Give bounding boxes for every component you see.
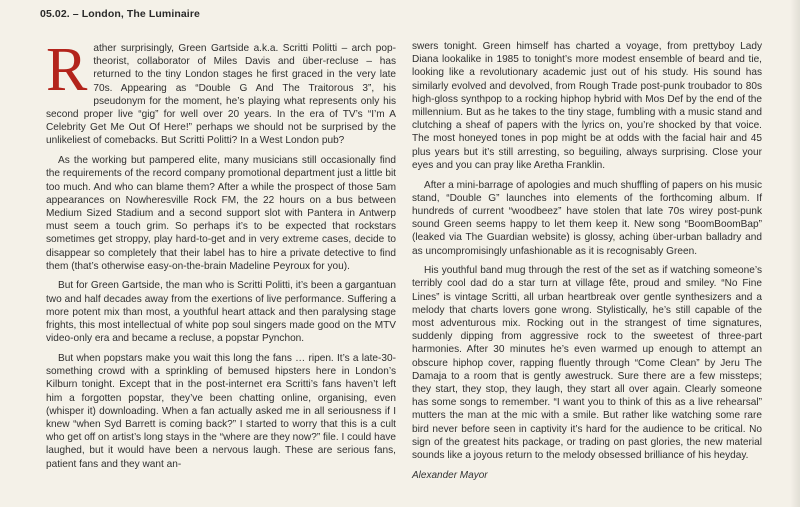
article-paragraph: swers tonight. Green himself has charted a voyage, from prettyboy Lady Diana lookalike in 1985 to tonight’s more modest ensemble of beard and tie, looking like a revolutionary academic just out of his study. His sound has similarly evolved and devolved, from Rough Trade post-punk troubador to 80s high-gloss synthpop to a rocking hiphop hybrid with Mos Def by the end of the millennium. But as he takes to the tiny stage, fumbling with a music stand and clutching a sheaf of papers with the lyrics on, you’re shocked by that voice. The most honeyed tones in pop might be at odds with the facial hair and 45 plus years but it’s still arresting, so beguiling, always surprising. Close your eyes and you can pray like Aretha Franklin. bbox=[412, 41, 762, 171]
article-paragraph: But when popstars make you wait this long the fans … ripen. It’s a late-30-something crowd with a sprinkling of bemused hipsters here in London’s Kilburn tonight. Except that in the post-internet era Scritti’s fans haven’t left him a forgotten popstar, they’ve been chatting online, organising, even (whisper it) downloading. When a fan actually asked me in all seriousness if I knew “when Syd Barrett is coming back?” I started to worry that this is a cult who get off on artist’s long stays in the “where are they now?” file. I could have laughed, but it would have been a nervous laugh. These are serious fans, patient fans and they want an- bbox=[46, 352, 396, 470]
article-paragraph: His youthful band mug through the rest of the set as if watching someone’s terribly cool dad do a star turn at village fête, proud and smiley. “No Fine Lines” is vintage Scritti, all urban heartbreak over gentle synthesizers and a melody that charts lovers gone wrong. Stylistically, he’s still capable of the most adventurous mix. Rocking out in the strangest of time signatures, suddenly dipping from aggressive rock to the sweetest of three-part harmonies. After 30 minutes he’s even warmed up enough to attempt an obscure hiphop cover, rapping fluently through “Come Clean” by Jeru The Damaja to a room that is gently awestruck. Sure there are a few missteps; they start, they stop, they laugh, they start all over again. Clearly someone has some songs to remember. “I want you to think of this as a live rehearsal” mutters the man at the mic with a smile. But rather like watching some rare bird never before seen in captivity it’s hard for the audience to be critical. No sign of the greatest hits package, or trading on past glories, the new material sounds like a joyous return to the melody obsessed brilliance of his heyday. bbox=[412, 265, 762, 462]
drop-cap: R bbox=[46, 36, 88, 104]
article-paragraph: After a mini-barrage of apologies and much shuffling of papers on his music stand, “Double G” launches into elements of the forthcoming album. If hundreds of current “woodbeez” have stolen that late 70s wirey post-punk sound Green seems happy to let them keep it. New song “BoomBoomBap” (leaked via The Guardian website) is glossy, aching über-urban balladry and as uncompromisingly unfashionable as it is recognisably Green. bbox=[412, 179, 762, 257]
page-edge-shadow bbox=[790, 0, 800, 507]
paragraph-text: ather surprisingly, Green Gartside a.k.a. Scritti Politti – arch pop-theorist, collaborator of Miles Davis and über-recluse – has returned to the tiny London stages he first graced in the very late 70s. Appearing as “Double G And The Traitorous 3”, his pseudonym for the moment, he’s playing what represents only his second proper live “gig” for well over 20 years. In the era of TV’s “I’m A Celebrity Get Me Out Of Here!” perhaps we should not be surprised by the unlikeliest of comebacks. But Scritti Politti? In a West London pub? bbox=[46, 43, 396, 147]
article-paragraph bbox=[46, 36, 396, 148]
page-header: 05.02. – London, The Luminaire bbox=[40, 8, 200, 20]
article-column-right bbox=[412, 40, 762, 482]
article-paragraph: But for Green Gartside, the man who is Scritti Politti, it’s been a gargantuan two and half decades away from the exertions of live performance. Suffering a more potent mix than most, a youthful heart attack and then paralysing stage frights, this most intellectual of white pop soul singers made good on the MTV video-only era and became a recluse, a popstar Pynchon. bbox=[46, 280, 396, 345]
author-byline: Alexander Mayor bbox=[412, 469, 488, 481]
article-column-left bbox=[46, 36, 396, 477]
article-paragraph: As the working but pampered elite, many musicians still occasionally find the requirements of the record company promotional department just a little bit too much. And who can blame them? After a while the prospect of those 5am appearances on Nowheresville Rock FM, the 22 hours on a bus between Medium Sized Stadium and a second support slot with Pantera in Antwerp must seem a touch grim. So perhaps it’s to be expected that rockstars sometimes get stroppy, play hard-to-get and in very extreme cases, decide to disappear so completely that their label has to hire a private detective to find them (that’s otherwise easy-on-the-brain Madeline Peyroux for you). bbox=[46, 155, 396, 272]
